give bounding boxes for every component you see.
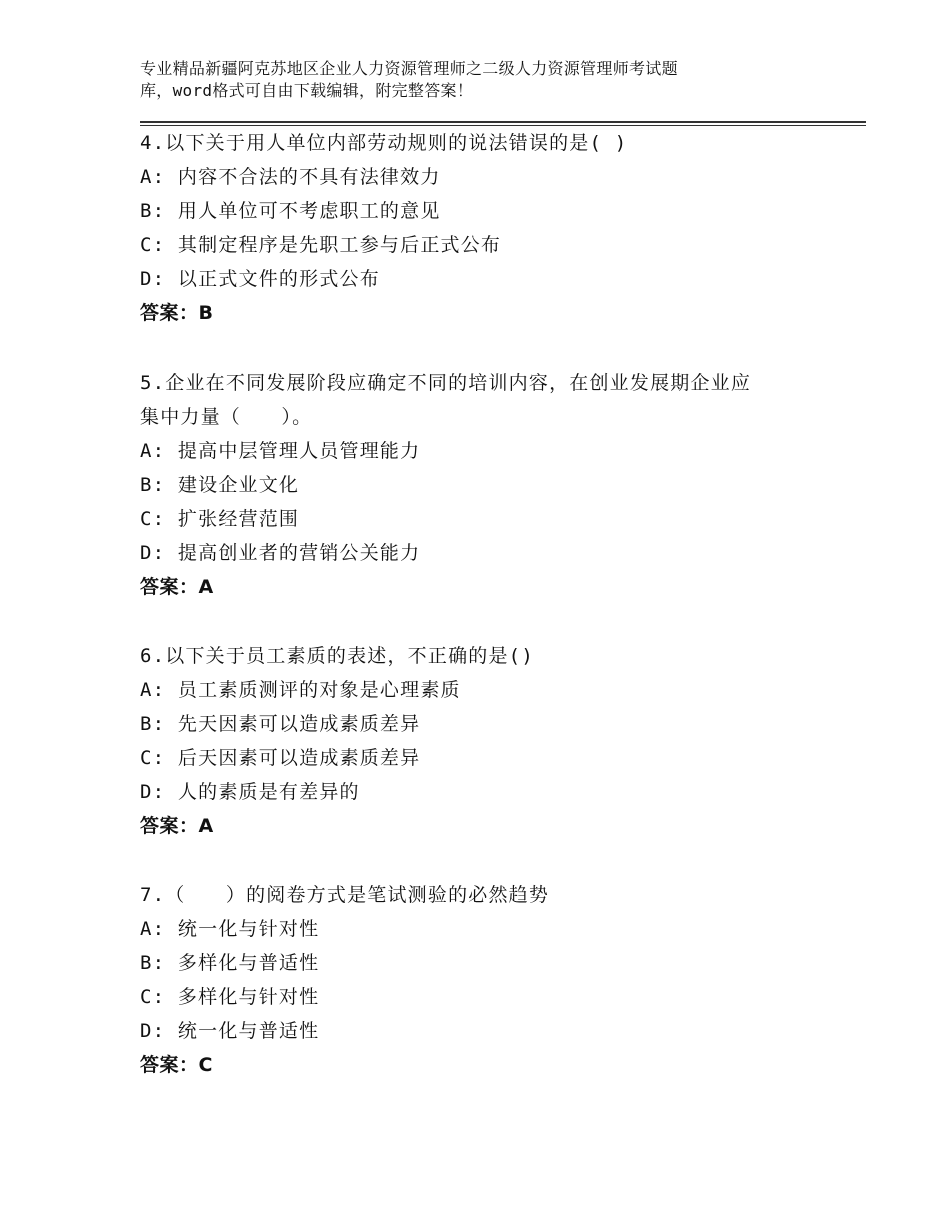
question-stem: 6.以下关于员工素质的表述，不正确的是() [140, 645, 534, 667]
option-a: A: 统一化与针对性 [140, 918, 320, 940]
question-4 [140, 126, 840, 330]
header-title-line-1: 专业精品新疆阿克苏地区企业人力资源管理师之二级人力资源管理师考试题 [140, 59, 678, 78]
option-b: B: 建设企业文化 [140, 474, 300, 496]
answer-line [140, 570, 840, 604]
question-6 [140, 639, 840, 843]
option-b: B: 多样化与普适性 [140, 952, 320, 974]
option-b: B: 用人单位可不考虑职工的意见 [140, 200, 441, 222]
header-divider-thick [140, 121, 866, 123]
question-7 [140, 878, 840, 1082]
option-a: A: 内容不合法的不具有法律效力 [140, 166, 441, 188]
answer-label: 答案： [140, 576, 199, 598]
answer-label: 答案： [140, 815, 199, 837]
answer-label: 答案： [140, 302, 199, 324]
answer-line [140, 1048, 840, 1082]
header-title-line-2: 库，word格式可自由下载编辑，附完整答案！ [140, 81, 474, 100]
option-a: A: 提高中层管理人员管理能力 [140, 440, 421, 462]
question-5 [140, 366, 840, 604]
option-c: C: 后天因素可以造成素质差异 [140, 747, 421, 769]
option-b: B: 先天因素可以造成素质差异 [140, 713, 421, 735]
option-d: D: 统一化与普适性 [140, 1020, 320, 1042]
option-d: D: 提高创业者的营销公关能力 [140, 542, 421, 564]
question-stem-continued: 集中力量（ ）。 [140, 406, 313, 428]
option-c: C: 其制定程序是先职工参与后正式公布 [140, 234, 502, 256]
option-d: D: 以正式文件的形式公布 [140, 268, 380, 290]
answer-line [140, 809, 840, 843]
answer-value: A [198, 815, 214, 837]
option-c: C: 扩张经营范围 [140, 508, 300, 530]
option-a: A: 员工素质测评的对象是心理素质 [140, 679, 461, 701]
document-header [140, 58, 780, 102]
question-stem: 5.企业在不同发展阶段应确定不同的培训内容，在创业发展期企业应 [140, 372, 752, 394]
answer-label: 答案： [140, 1054, 199, 1076]
answer-value: B [198, 302, 214, 324]
question-stem: 7.（ ）的阅卷方式是笔试测验的必然趋势 [140, 884, 550, 906]
answer-value: C [198, 1054, 213, 1076]
option-c: C: 多样化与针对性 [140, 986, 320, 1008]
option-d: D: 人的素质是有差异的 [140, 781, 360, 803]
answer-line [140, 296, 840, 330]
question-stem: 4.以下关于用人单位内部劳动规则的说法错误的是( ) [140, 132, 628, 154]
answer-value: A [198, 576, 214, 598]
